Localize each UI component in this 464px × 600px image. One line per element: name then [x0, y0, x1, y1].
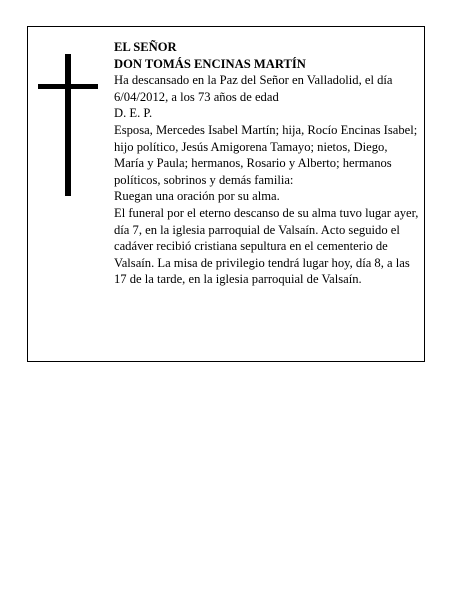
notice-text: [114, 39, 420, 288]
death-announcement: Ha descansado en la Paz del Señor en Valladolid, el día 6/04/2012, a los 73 años de edad: [114, 73, 393, 104]
cross-vertical-bar: [65, 54, 71, 196]
deceased-name: DON TOMÁS ENCINAS MARTÍN: [114, 56, 306, 71]
funeral-details: El funeral por el eterno descanso de su alma tuvo lugar ayer, día 7, en la iglesia parroquial de Valsaín. Acto seguido el cadáver recibió cristiana sepultura en el cementerio de Valsaín. La misa de privilegio tendrá lugar hoy, día 8, a las 17 de la tarde, en la iglesia parroquial de Valsaín.: [114, 205, 419, 287]
rip-abbreviation: D. E. P.: [114, 106, 153, 121]
prayer-request: Ruegan una oración por su alma.: [114, 189, 280, 204]
obituary-notice: [27, 26, 425, 362]
family-list: Esposa, Mercedes Isabel Martín; hija, Rocío Encinas Isabel; hijo político, Jesús Amigorena Tamayo; nietos, Diego, María y Paula; hermanos, Rosario y Alberto; hermanos políticos, sobrinos y demás familia:: [114, 122, 418, 187]
cross-horizontal-bar: [38, 84, 98, 89]
title-line-1: EL SEÑOR: [114, 40, 177, 54]
